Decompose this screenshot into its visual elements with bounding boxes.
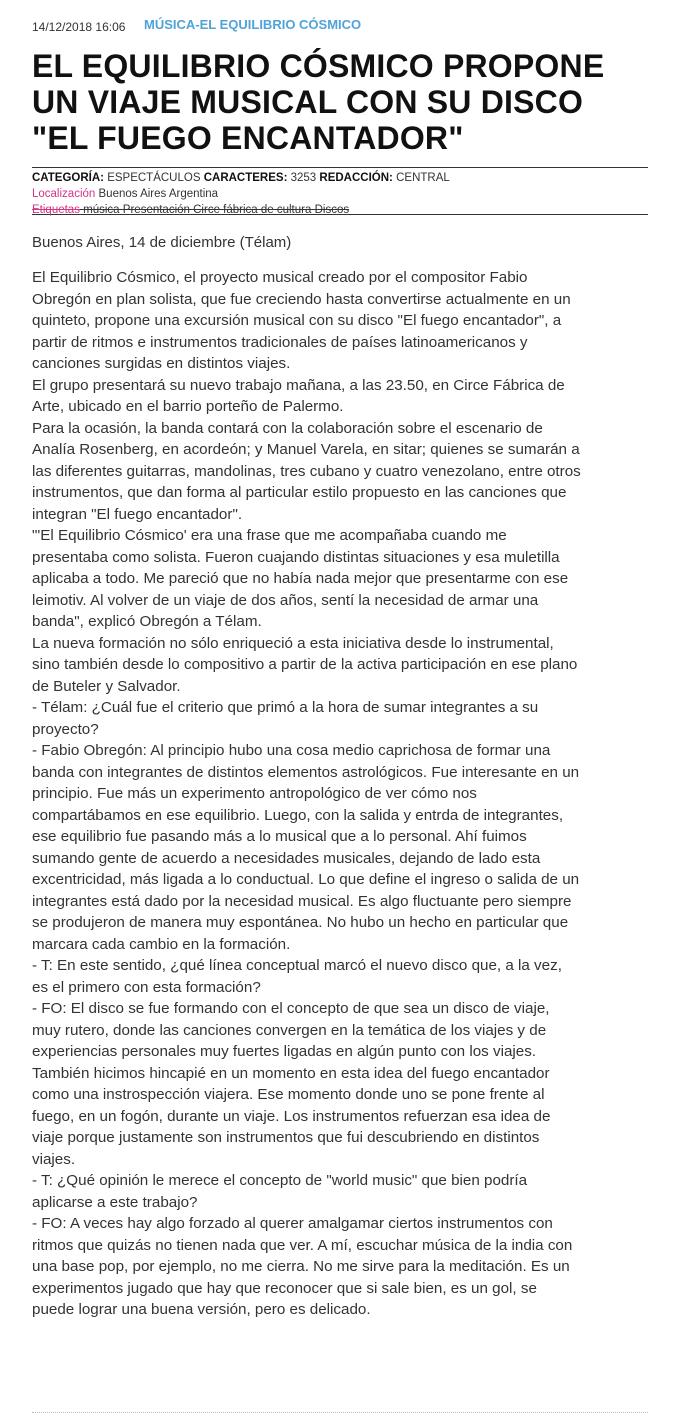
article-text-line: muy rutero, donde las canciones convergen en la temática de los viajes y de	[32, 1021, 547, 1039]
article-text-line: "'El Equilibrio Cósmico' era una frase que me acompañaba cuando me	[32, 527, 507, 544]
article-text-line: - Fabio Obregón: Al principio hubo una cosa medio caprichosa de formar una	[32, 742, 551, 759]
headline-line: UN VIAJE MUSICAL CON SU DISCO	[32, 84, 584, 120]
tag-link[interactable]: Presentación	[122, 204, 190, 216]
article-text-line: sino también desde lo compositivo a partir de la activa participación en ese plano	[32, 656, 578, 673]
newsroom-value: CENTRAL	[396, 172, 450, 184]
article-text-line: es el primero con esta formación?	[32, 978, 261, 996]
tags-label: Etiquetas	[32, 204, 80, 216]
article-text-line: instrumentos, que dan forma al particular estilo propuesto en las canciones que	[32, 484, 567, 501]
article-text-line: partir de ritmos e instrumentos tradicionales de países latinoamericanos y	[32, 333, 528, 351]
publish-datetime: 14/12/2018 16:06	[32, 20, 126, 34]
characters-label: CARACTERES:	[203, 172, 288, 184]
category-label: CATEGORÍA:	[32, 172, 104, 184]
article-text-line: compartábamos en ese equilibrio. Luego, con la salida y entrda de integrantes,	[32, 806, 564, 824]
article-text-line: integrantes está dado por la necesidad musical. Es algo fluctuante pero siempre	[32, 892, 572, 910]
article-text-line: una base pop, por ejemplo, no me cierra. No me sirve para la meditación. Es un	[32, 1258, 570, 1275]
article-text-line: marcara cada cambio en la formación.	[32, 935, 291, 953]
article-text-line: ese equilibrio fue pasando más a lo musical que a lo personal. Ahí fuimos	[32, 828, 527, 845]
article-text-line: También hicimos hincapié en un momento en esta idea del fuego encantador	[32, 1064, 550, 1082]
metadata-info-row	[32, 170, 648, 186]
article-text-line: principio. Fue más un experimento antropológico de ver cómo nos	[32, 785, 477, 802]
article-text-line: viajes.	[32, 1150, 76, 1168]
tag-link[interactable]: Discos	[314, 204, 350, 216]
article-headline	[32, 48, 648, 156]
article-text-line: se produjeron de manera muy espontánea. No hubo un hecho en particular que	[32, 914, 569, 931]
article-dateline: Buenos Aires, 14 de diciembre (Télam)	[32, 234, 292, 251]
article-text-line: aplicarse a este trabajo?	[32, 1193, 198, 1211]
category-value: ESPECTÁCULOS	[107, 172, 201, 184]
tag-link[interactable]: música	[83, 204, 120, 216]
article-text-line: banda con integrantes de distintos elementos astrológicos. Fue interesante en un	[32, 763, 580, 781]
bottom-divider	[32, 1412, 648, 1413]
article-metadata	[32, 167, 648, 215]
article-text-line: Arte, ubicado en el barrio porteño de Palermo.	[32, 398, 344, 415]
article-text-line: experiencias personales muy fuertes ligadas en algún punto con los viajes.	[32, 1043, 537, 1060]
article-text-line: de Buteler y Salvador.	[32, 677, 181, 695]
article-text-line: presentaba como solista. Fueron cuajando distintas situaciones y esa muletilla	[32, 548, 560, 566]
article-text-line: Obregón en plan solista, que fue creciendo hasta convertirse actualmente en un	[32, 290, 571, 308]
article-text-line: proyecto?	[32, 720, 99, 738]
article-text-line: Analía Rosenberg, en acordeón; y Manuel Varela, en sitar; quienes se sumarán a	[32, 441, 580, 458]
article-text-line: - T: ¿Qué opinión le merece el concepto de "world music" que bien podría	[32, 1172, 528, 1189]
article-text-line: integran "El fuego encantador".	[32, 505, 243, 523]
article-text-line: canciones surgidas en distintos viajes.	[32, 355, 291, 372]
article-text-line: viaje porque justamente son instrumentos que fui descubriendo en distintos	[32, 1129, 540, 1146]
tags-row	[32, 202, 648, 218]
headline-line: "EL FUEGO ENCANTADOR"	[32, 120, 464, 156]
article-text-line: las diferentes guitarras, mandolinas, tres cubano y cuatro venezolano, entre otros	[32, 462, 581, 480]
article-text-line: La nueva formación no sólo enriqueció a esta iniciativa desde lo instrumental,	[32, 634, 554, 652]
article-text-line: puede lograr una buena versión, pero es delicado.	[32, 1301, 371, 1318]
article-text-line: experimentos jugado que hay que reconocer que si sale bien, es un gol, se	[32, 1279, 537, 1297]
location-row	[32, 186, 648, 202]
article-text-line: banda", explicó Obregón a Télam.	[32, 613, 262, 630]
article-text-line: Para la ocasión, la banda contará con la colaboración sobre el escenario de	[32, 419, 543, 437]
article-text-line: - FO: El disco se fue formando con el concepto de que sea un disco de viaje,	[32, 1000, 550, 1017]
article-text-line: - T: En este sentido, ¿qué línea conceptual marcó el nuevo disco que, a la vez,	[32, 957, 562, 974]
article-text-line: aplicaba a todo. Me pareció que no había nada mejor que presentarme con ese	[32, 570, 569, 587]
newsroom-label: REDACCIÓN:	[319, 172, 393, 184]
location-label: Localización	[32, 188, 96, 200]
article-text-line: - Télam: ¿Cuál fue el criterio que primó a la hora de sumar integrantes a su	[32, 699, 539, 716]
article-text-line: El Equilibrio Cósmico, el proyecto musical creado por el compositor Fabio	[32, 269, 528, 286]
characters-value: 3253	[290, 172, 317, 184]
tag-link[interactable]: Circe fábrica de cultura	[193, 204, 312, 216]
article-text-line: ritmos que quizás no tienen nada que ver. A mí, escuchar música de la india con	[32, 1236, 573, 1254]
headline-line: EL EQUILIBRIO CÓSMICO PROPONE	[32, 48, 605, 84]
location-link[interactable]: Buenos Aires Argentina	[98, 188, 219, 200]
section-link[interactable]: MÚSICA-EL EQUILIBRIO CÓSMICO	[144, 17, 362, 32]
article-text-line: El grupo presentará su nuevo trabajo mañana, a las 23.50, en Circe Fábrica de	[32, 376, 565, 394]
article-text-line: como una instrospección viajera. Ese momento donde uno se pone frente al	[32, 1086, 545, 1103]
article-text-line: sumando gente de acuerdo a necesidades musicales, dejando de lado esta	[32, 849, 541, 867]
article-header-bar	[32, 17, 648, 35]
article-text-line: fuego, en un fogón, durante un viaje. Los instrumentos refuerzan esa idea de	[32, 1107, 551, 1125]
article-text-line: quinteto, propone una excursión musical con su disco "El fuego encantador", a	[32, 312, 562, 329]
article-body	[32, 267, 648, 1321]
article-text-line: excentricidad, más ligada a lo conductual. Lo que define el ingreso o salida de un	[32, 871, 580, 888]
article-text-line: leimotiv. Al volver de un viaje de dos años, sentí la necesidad de armar una	[32, 591, 539, 609]
article-text-line: - FO: A veces hay algo forzado al querer amalgamar ciertos instrumentos con	[32, 1215, 553, 1232]
